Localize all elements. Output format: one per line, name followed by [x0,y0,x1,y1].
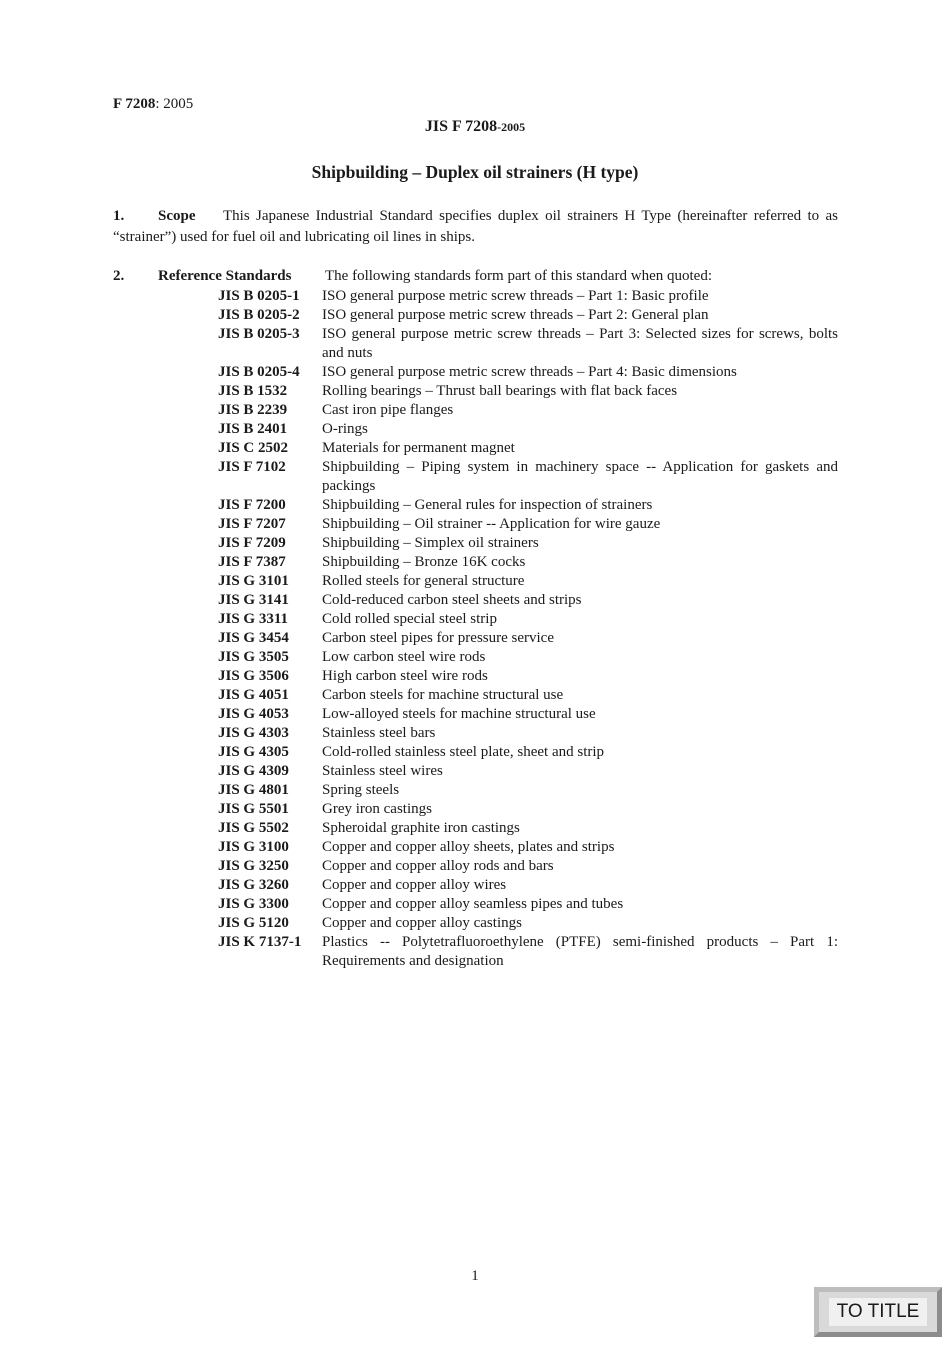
section-number: 2. [113,268,125,284]
reference-item [218,705,838,724]
reference-item [218,534,838,553]
reference-title: High carbon steel wire rods [322,668,488,684]
reference-code: JIS G 3101 [218,573,289,589]
reference-code: JIS G 3141 [218,592,289,608]
reference-title: Spheroidal graphite iron castings [322,820,520,836]
header-code-bold: F 7208 [113,96,156,112]
reference-title: Materials for permanent magnet [322,440,515,456]
reference-item [218,287,838,306]
reference-code: JIS G 3260 [218,877,289,893]
reference-item [218,553,838,572]
reference-item [218,743,838,762]
reference-title: Shipbuilding – Piping system in machinery space -- Application for gaskets and packings [322,459,838,494]
reference-title: Rolled steels for general structure [322,573,525,589]
section-number: 1. [113,208,125,224]
reference-code: JIS G 5502 [218,820,289,836]
to-title-button[interactable] [814,1287,942,1337]
header-code-year: : 2005 [155,96,194,112]
reference-title: Spring steels [322,782,400,798]
reference-item [218,686,838,705]
reference-title: Cold-reduced carbon steel sheets and strips [322,592,582,608]
reference-title: Shipbuilding – General rules for inspection of strainers [322,497,653,513]
reference-item [218,610,838,629]
reference-code: JIS F 7209 [218,535,286,551]
reference-item [218,667,838,686]
reference-item [218,306,838,325]
reference-title: Copper and copper alloy seamless pipes and tubes [322,896,624,912]
reference-title: Cold rolled special steel strip [322,611,497,627]
section-scope [113,206,838,248]
section-text: This Japanese Industrial Standard specifies duplex oil strainers H Type (hereinafter referred to as “strainer”) used for fuel oil and lubricating oil lines in ships. [113,208,838,245]
reference-code: JIS C 2502 [218,440,289,456]
reference-code: JIS F 7200 [218,497,286,513]
reference-item [218,800,838,819]
reference-title: ISO general purpose metric screw threads – Part 1: Basic profile [322,288,709,304]
reference-title: O-rings [322,421,368,437]
reference-title: ISO general purpose metric screw threads – Part 2: General plan [322,307,709,323]
reference-title: Low carbon steel wire rods [322,649,486,665]
reference-code: JIS F 7102 [218,459,286,475]
reference-code: JIS B 2401 [218,421,288,437]
reference-item [218,591,838,610]
section-heading: Reference Standards [158,268,292,284]
reference-code: JIS B 1532 [218,383,288,399]
reference-title: Stainless steel bars [322,725,436,741]
reference-code: JIS B 2239 [218,402,288,418]
reference-title: Shipbuilding – Bronze 16K cocks [322,554,526,570]
document-subtitle: Shipbuilding – Duplex oil strainers (H type) [311,162,639,182]
reference-title: Low-alloyed steels for machine structural use [322,706,596,722]
reference-title: Cast iron pipe flanges [322,402,454,418]
page-number: 1 [471,1268,479,1284]
reference-code: JIS B 0205-2 [218,307,300,323]
document-title-year: -2005 [497,120,526,134]
reference-title: Copper and copper alloy castings [322,915,522,931]
reference-title: Copper and copper alloy wires [322,877,507,893]
reference-code: JIS B 0205-4 [218,364,300,380]
reference-item [218,458,838,496]
reference-item [218,629,838,648]
reference-title: Stainless steel wires [322,763,443,779]
reference-code: JIS G 4051 [218,687,289,703]
reference-title: Copper and copper alloy rods and bars [322,858,554,874]
reference-item [218,515,838,534]
reference-title: Cold-rolled stainless steel plate, sheet and strip [322,744,605,760]
section-intro: The following standards form part of this standard when quoted: [325,268,712,284]
reference-code: JIS K 7137-1 [218,934,302,950]
reference-title: Shipbuilding – Oil strainer -- Application for wire gauze [322,516,661,532]
reference-item [218,857,838,876]
reference-item [218,420,838,439]
reference-code: JIS G 3250 [218,858,289,874]
reference-title: Plastics -- Polytetrafluoroethylene (PTFE) semi-finished products – Part 1: Requirements and designation [322,934,838,969]
reference-code: JIS G 3505 [218,649,289,665]
reference-title: Grey iron castings [322,801,432,817]
reference-item [218,933,838,971]
reference-title: Shipbuilding – Simplex oil strainers [322,535,539,551]
reference-code: JIS G 3100 [218,839,289,855]
reference-code: JIS F 7207 [218,516,286,532]
reference-code: JIS G 5120 [218,915,289,931]
reference-code: JIS G 4305 [218,744,289,760]
reference-title: ISO general purpose metric screw threads – Part 4: Basic dimensions [322,364,737,380]
reference-title: Carbon steels for machine structural use [322,687,564,703]
reference-item [218,382,838,401]
reference-code: JIS G 4303 [218,725,289,741]
page-header-code [113,96,193,113]
reference-item [218,876,838,895]
reference-item [218,762,838,781]
reference-code: JIS G 3454 [218,630,289,646]
reference-code: JIS B 0205-3 [218,326,300,342]
reference-item [218,363,838,382]
reference-code: JIS B 0205-1 [218,288,300,304]
to-title-label: TO TITLE [829,1298,928,1326]
section-reference-standards [113,268,712,285]
reference-item [218,496,838,515]
reference-code: JIS G 4309 [218,763,289,779]
reference-title: Carbon steel pipes for pressure service [322,630,555,646]
reference-item [218,724,838,743]
reference-item [218,325,838,363]
reference-item [218,781,838,800]
reference-item [218,401,838,420]
reference-code: JIS G 3311 [218,611,289,627]
reference-item [218,838,838,857]
reference-title: ISO general purpose metric screw threads – Part 3: Selected sizes for screws, bolts and nuts [322,326,838,361]
reference-code: JIS G 3506 [218,668,289,684]
reference-list [218,287,838,971]
reference-item [218,572,838,591]
reference-item [218,648,838,667]
document-title-main: JIS F 7208 [424,118,498,135]
document-title [0,118,950,136]
reference-title: Copper and copper alloy sheets, plates and strips [322,839,615,855]
reference-item [218,914,838,933]
reference-code: JIS F 7387 [218,554,286,570]
reference-item [218,439,838,458]
reference-code: JIS G 4801 [218,782,289,798]
section-heading: Scope [158,208,196,224]
reference-item [218,819,838,838]
reference-code: JIS G 4053 [218,706,289,722]
reference-code: JIS G 5501 [218,801,289,817]
reference-item [218,895,838,914]
reference-code: JIS G 3300 [218,896,289,912]
reference-title: Rolling bearings – Thrust ball bearings with flat back faces [322,383,678,399]
